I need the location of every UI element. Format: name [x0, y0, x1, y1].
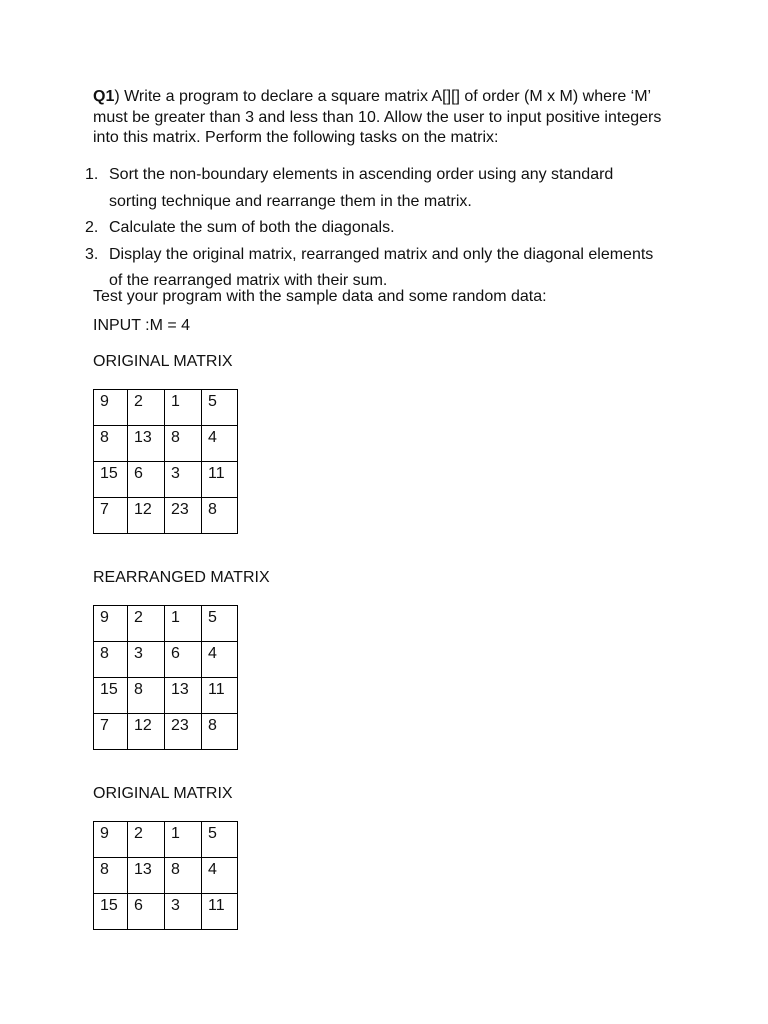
matrix-cell: 5: [202, 822, 238, 858]
matrix-cell: 12: [128, 714, 165, 750]
table-row: [94, 642, 238, 678]
table-row: [94, 858, 238, 894]
section-heading-original-repeat: ORIGINAL MATRIX: [93, 785, 233, 802]
table-row: [94, 498, 238, 534]
table-row: [94, 714, 238, 750]
matrix-cell: 5: [202, 606, 238, 642]
matrix-cell: 11: [202, 678, 238, 714]
matrix-cell: 2: [128, 606, 165, 642]
input-line: INPUT :M = 4: [93, 317, 191, 334]
rearranged-matrix-table: [93, 605, 238, 750]
table-row: [94, 822, 238, 858]
matrix-cell: 1: [165, 390, 202, 426]
matrix-cell: 15: [94, 678, 128, 714]
section-heading-original: ORIGINAL MATRIX: [93, 353, 233, 370]
matrix-cell: 8: [128, 678, 165, 714]
matrix-cell: 9: [94, 822, 128, 858]
matrix-cell: 15: [94, 894, 128, 930]
task-item: [85, 215, 655, 242]
table-row: [94, 390, 238, 426]
matrix-cell: 8: [165, 858, 202, 894]
matrix-cell: 8: [94, 858, 128, 894]
question-label: Q1: [93, 88, 115, 105]
matrix-cell: 23: [165, 498, 202, 534]
task-text: Sort the non-boundary elements in ascending order using any standard sorting technique and rearrange them in the matrix.: [109, 166, 614, 210]
matrix-cell: 15: [94, 462, 128, 498]
matrix-cell: 9: [94, 390, 128, 426]
matrix-cell: 11: [202, 894, 238, 930]
task-number: 2.: [85, 219, 99, 236]
table-row: [94, 606, 238, 642]
matrix-cell: 8: [94, 426, 128, 462]
matrix-cell: 7: [94, 498, 128, 534]
original-matrix-table: [93, 389, 238, 534]
task-text: Calculate the sum of both the diagonals.: [109, 219, 395, 236]
task-list: [85, 162, 655, 295]
matrix-cell: 8: [165, 426, 202, 462]
original-matrix-table-repeat: [93, 821, 238, 930]
matrix-cell: 9: [94, 606, 128, 642]
matrix-cell: 5: [202, 390, 238, 426]
matrix-cell: 3: [165, 894, 202, 930]
matrix-cell: 13: [165, 678, 202, 714]
matrix-cell: 1: [165, 822, 202, 858]
matrix-cell: 13: [128, 858, 165, 894]
task-number: 1.: [85, 166, 99, 183]
test-instruction: Test your program with the sample data and some random data:: [93, 288, 547, 305]
matrix-cell: 6: [128, 894, 165, 930]
table-row: [94, 678, 238, 714]
matrix-cell: 3: [165, 462, 202, 498]
matrix-cell: 7: [94, 714, 128, 750]
matrix-cell: 4: [202, 426, 238, 462]
matrix-cell: 4: [202, 642, 238, 678]
task-number: 3.: [85, 245, 99, 263]
matrix-cell: 6: [165, 642, 202, 678]
question-text: ) Write a program to declare a square matrix A[][] of order (M x M) where ‘M’ must be greater than 3 and less than 10. Allow the user to input positive integers into this matrix. Perform the following tasks on the matrix:: [93, 88, 662, 146]
question-paragraph: [93, 87, 663, 149]
matrix-cell: 12: [128, 498, 165, 534]
matrix-cell: 6: [128, 462, 165, 498]
table-row: [94, 894, 238, 930]
task-item: [85, 242, 655, 295]
table-row: [94, 426, 238, 462]
matrix-cell: 4: [202, 858, 238, 894]
matrix-cell: 1: [165, 606, 202, 642]
task-item: [85, 162, 655, 215]
matrix-cell: 23: [165, 714, 202, 750]
task-text: Display the original matrix, rearranged matrix and only the diagonal elements of the rearranged matrix with their sum.: [109, 245, 654, 289]
matrix-cell: 8: [202, 714, 238, 750]
section-heading-rearranged: REARRANGED MATRIX: [93, 569, 270, 586]
matrix-cell: 2: [128, 390, 165, 426]
matrix-cell: 8: [202, 498, 238, 534]
matrix-cell: 2: [128, 822, 165, 858]
matrix-cell: 8: [94, 642, 128, 678]
matrix-cell: 13: [128, 426, 165, 462]
matrix-cell: 3: [128, 642, 165, 678]
table-row: [94, 462, 238, 498]
matrix-cell: 11: [202, 462, 238, 498]
